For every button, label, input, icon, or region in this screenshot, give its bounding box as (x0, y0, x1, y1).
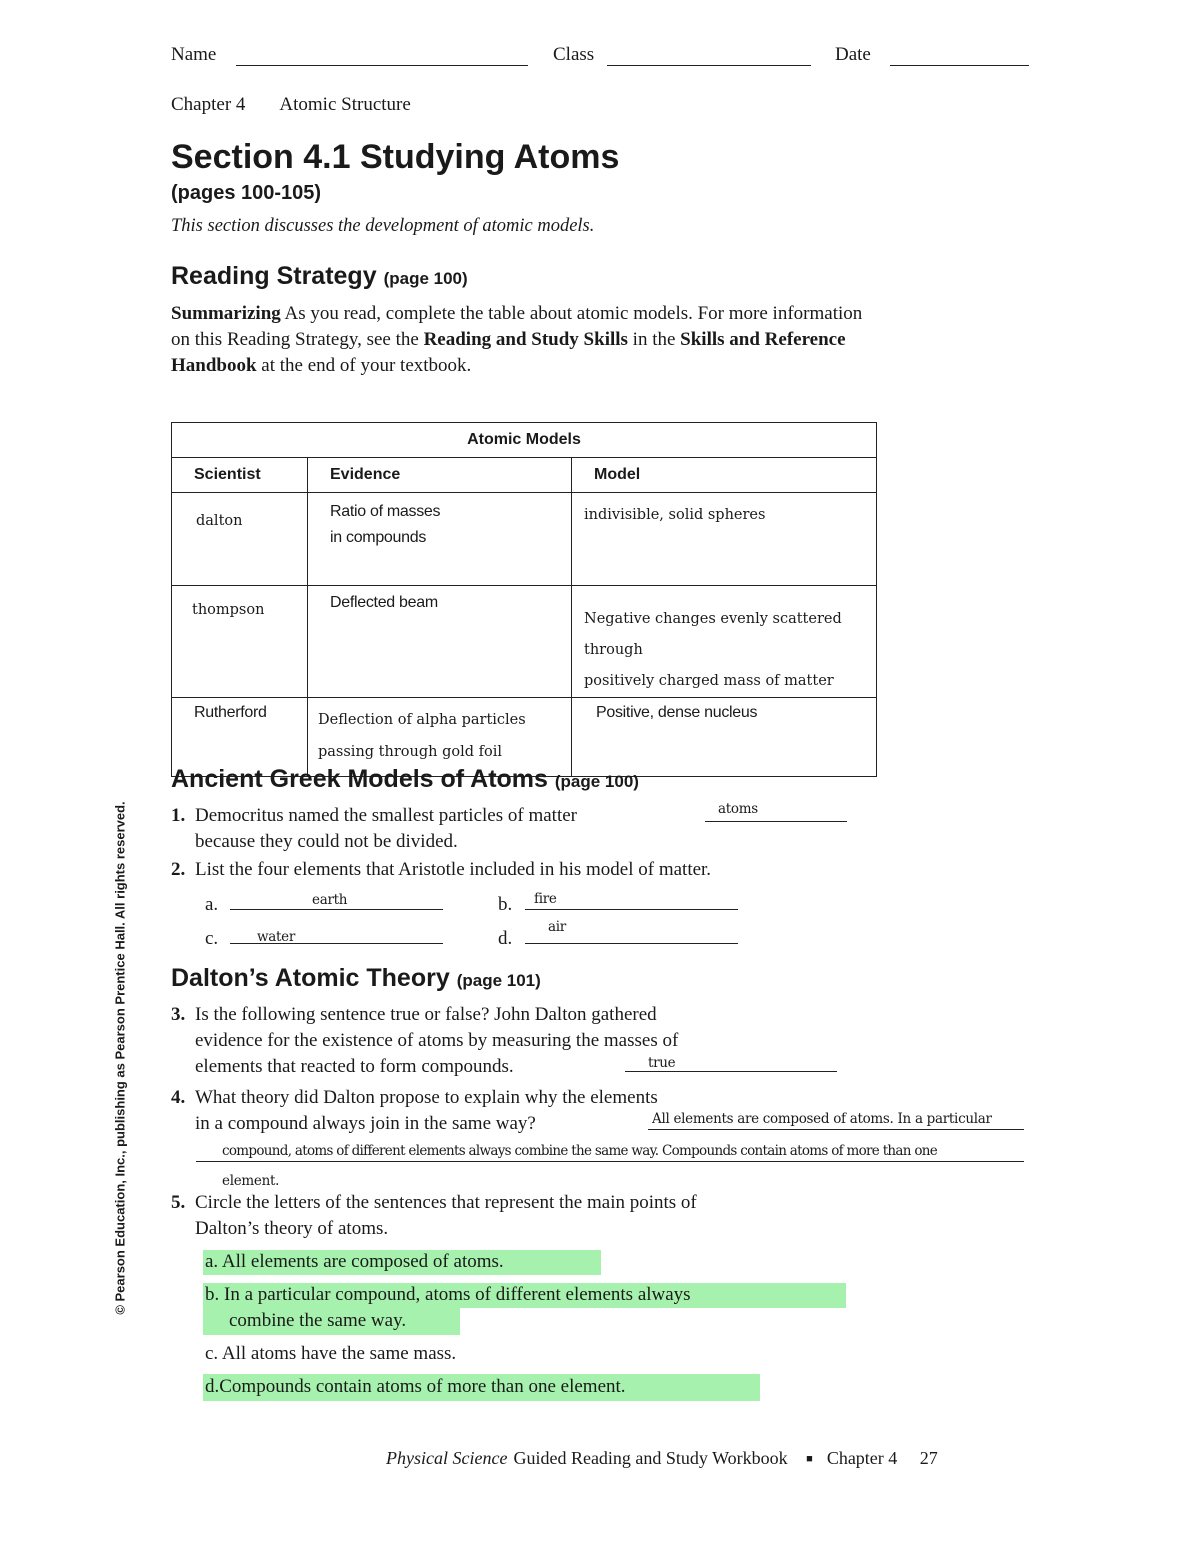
answer-blank[interactable] (525, 909, 738, 910)
question-number: 2. (171, 859, 186, 880)
dalton-theory-heading (171, 964, 541, 993)
evidence-line: Deflected beam (330, 594, 438, 611)
answer-text: compound, atoms of different elements always combine the same way. Compounds contain atoms of more than one (222, 1143, 938, 1159)
bullet-icon: ■ (806, 1453, 813, 1465)
question-5 (171, 1190, 697, 1242)
lead-term: Summarizing (171, 303, 281, 324)
table-row (172, 493, 877, 586)
answer-text: water (257, 929, 295, 945)
atomic-models-table (171, 422, 877, 777)
bold-part: Reading and Study Skills (423, 329, 628, 350)
answer-text: air (548, 919, 566, 935)
date-field[interactable] (890, 65, 1029, 66)
footer-chapter: Chapter 4 (826, 1448, 898, 1468)
question-text: Is the following sentence true or false? John Dalton gathered (195, 1004, 657, 1025)
text-part: at the end of your textbook. (256, 355, 472, 376)
option-label: c. (205, 928, 219, 949)
evidence-line: in compounds (330, 529, 427, 546)
option-letter: c. (205, 1343, 219, 1364)
answer-blank[interactable] (625, 1071, 837, 1072)
model-cell[interactable] (572, 493, 877, 586)
answer-text: fire (534, 891, 557, 907)
option-label: d. (498, 928, 513, 949)
model-line: Negative changes evenly scattered through (584, 611, 842, 658)
question-number: 5. (171, 1192, 186, 1213)
page-footer (386, 1448, 938, 1469)
name-field[interactable] (236, 65, 528, 66)
question-text: in a compound always join in the same way? (195, 1113, 536, 1134)
section-title: Section 4.1 Studying Atoms (171, 138, 620, 176)
name-label: Name (171, 44, 217, 65)
option-text: combine the same way. (229, 1310, 407, 1331)
option-a[interactable] (205, 1249, 504, 1275)
text-part: in the (627, 329, 681, 350)
heading-page: (page 101) (456, 971, 541, 990)
option-letter: d. (205, 1376, 220, 1397)
question-text: Circle the letters of the sentences that represent the main points of (195, 1192, 697, 1213)
answer-blank[interactable] (648, 1129, 1024, 1130)
bold-part: Skills and Reference Handbook (171, 329, 846, 376)
question-text: Democritus named the smallest particles of matter (195, 805, 577, 826)
answer-blank[interactable] (230, 909, 443, 910)
class-label: Class (553, 44, 595, 65)
answer-text: element. (222, 1173, 280, 1189)
answer-text: All elements are composed of atoms. In a particular (652, 1111, 992, 1127)
option-label: b. (498, 894, 513, 915)
column-header-evidence: Evidence (308, 458, 572, 493)
answer-text: earth (312, 892, 348, 908)
page-number: 27 (919, 1448, 938, 1468)
copyright-notice: © Pearson Education, Inc., publishing as Pearson Prentice Hall. All rights reserved. (112, 801, 128, 1315)
option-letter: a. (205, 1251, 219, 1272)
option-b[interactable] (205, 1282, 691, 1334)
text-part: As you read, complete the table about atomic models. For more information on this Reading Strategy, see the (171, 303, 863, 350)
model-line: positively charged mass of matter (584, 673, 834, 689)
answer-blank[interactable] (196, 1161, 1024, 1162)
evidence-line: Ratio of masses (330, 503, 441, 520)
class-field[interactable] (607, 65, 811, 66)
question-number: 1. (171, 805, 186, 826)
question-text: List the four elements that Aristotle included in his model of matter. (195, 859, 712, 880)
evidence-line: Deflection of alpha particles (318, 712, 526, 728)
column-header-scientist: Scientist (172, 458, 308, 493)
option-c[interactable] (205, 1341, 456, 1367)
chapter-number: Chapter 4 (171, 94, 246, 115)
question-text: elements that reacted to form compounds. (195, 1056, 514, 1077)
reading-strategy-text (171, 301, 871, 379)
question-number: 3. (171, 1004, 186, 1025)
column-header-model: Model (572, 458, 877, 493)
option-text: Compounds contain atoms of more than one element. (219, 1376, 626, 1397)
answer-blank[interactable] (525, 943, 738, 944)
option-label: a. (205, 894, 219, 915)
question-text: because they could not be divided. (195, 831, 458, 852)
evidence-line: passing through gold foil (318, 744, 502, 760)
question-number: 4. (171, 1087, 186, 1108)
model-line: Positive, dense nucleus (596, 704, 758, 721)
chapter-title: Atomic Structure (279, 94, 411, 115)
section-pages: (pages 100-105) (171, 182, 322, 204)
model-line: indivisible, solid spheres (584, 507, 766, 523)
book-subtitle: Guided Reading and Study Workbook (513, 1448, 788, 1468)
table-row (172, 586, 877, 698)
greek-models-heading (171, 765, 639, 794)
evidence-cell[interactable] (308, 586, 572, 698)
scientist-cell[interactable]: thompson (172, 586, 308, 698)
model-cell[interactable] (572, 586, 877, 698)
section-description: This section discusses the development of atomic models. (171, 216, 595, 236)
scientist-cell[interactable]: dalton (172, 493, 308, 586)
answer-text: atoms (718, 801, 758, 817)
heading-page: (page 100) (554, 772, 639, 791)
evidence-cell[interactable] (308, 493, 572, 586)
option-d[interactable] (205, 1374, 626, 1400)
heading-text: Dalton’s Atomic Theory (171, 964, 450, 992)
question-2 (171, 857, 711, 883)
chapter-heading (171, 94, 445, 116)
question-4 (171, 1085, 658, 1137)
scientist-cell[interactable]: Rutherford (172, 698, 308, 777)
date-label: Date (835, 44, 871, 65)
table-caption: Atomic Models (172, 423, 877, 458)
question-text: evidence for the existence of atoms by measuring the masses of (195, 1030, 679, 1051)
answer-blank[interactable] (705, 821, 847, 822)
option-text: In a particular compound, atoms of different elements always (224, 1284, 691, 1305)
book-title: Physical Science (386, 1448, 508, 1468)
heading-page: (page 100) (383, 269, 468, 288)
reading-strategy-heading (171, 262, 468, 291)
question-3 (171, 1002, 678, 1080)
question-text: What theory did Dalton propose to explain why the elements (195, 1087, 658, 1108)
answer-text: true (648, 1055, 676, 1071)
question-text: Dalton’s theory of atoms. (195, 1218, 389, 1239)
heading-text: Ancient Greek Models of Atoms (171, 765, 548, 793)
option-letter: b. (205, 1284, 220, 1305)
heading-text: Reading Strategy (171, 262, 377, 290)
option-text: All elements are composed of atoms. (221, 1251, 504, 1272)
option-text: All atoms have the same mass. (221, 1343, 457, 1364)
question-1 (171, 803, 577, 855)
